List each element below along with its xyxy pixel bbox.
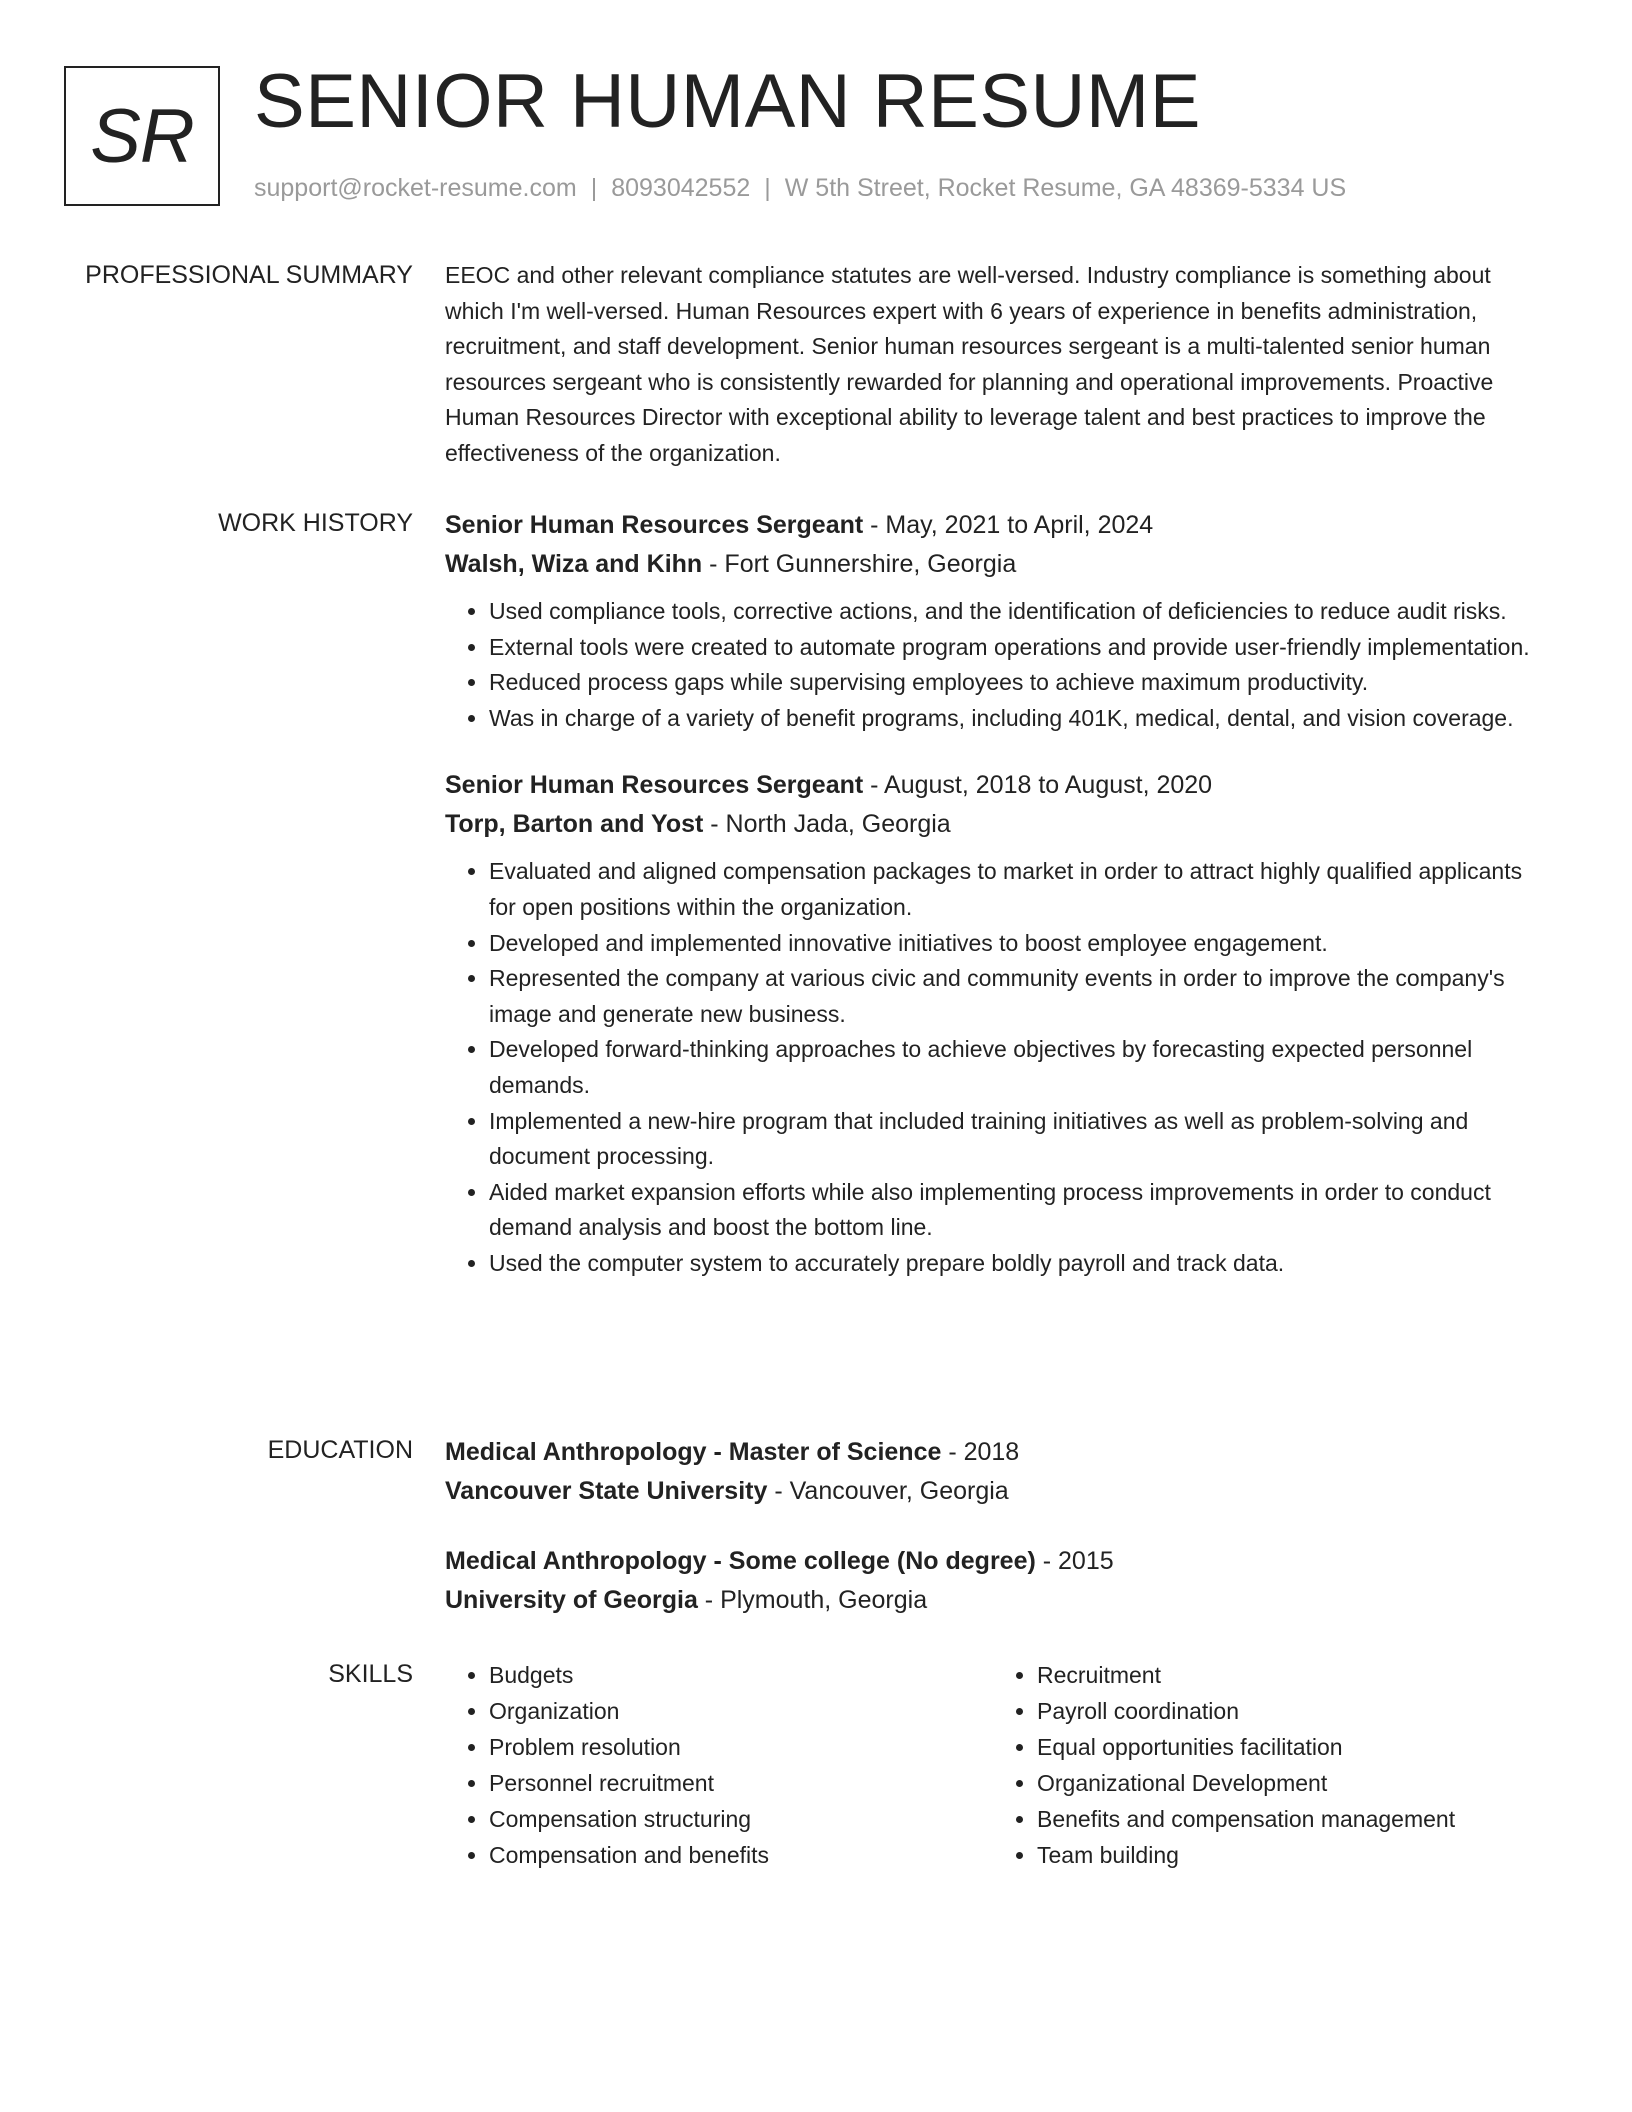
job-dates: - May, 2021 to April, 2024 [863,511,1154,539]
job-role: Senior Human Resources Sergeant [445,511,864,539]
job-bullet: • Implemented a new-hire program that included training initiatives as well as problem-solving and document processing. [489,1104,1555,1175]
job-bullet: • Developed forward-thinking approaches to achieve objectives by forecasting expected personnel demands. [489,1032,1555,1103]
education-entry [445,1542,1555,1620]
job-entry [445,766,1555,1281]
education-year: - 2015 [1035,1547,1114,1575]
skill-item: • Team building [1037,1837,1541,1873]
job-bullet: • External tools were created to automate program operations and provide user-friendly implementation. [489,630,1555,666]
job-title-line [445,766,1555,805]
summary-heading: PROFESSIONAL SUMMARY [85,261,413,289]
contact-line [254,174,1346,203]
job-bullet: • Used compliance tools, corrective actions, and the identification of deficiencies to reduce audit risks. [489,594,1555,630]
skills-column-right [993,1657,1541,1873]
job-dates: - August, 2018 to August, 2020 [863,771,1213,800]
job-bullet: • Was in charge of a variety of benefit programs, including 401K, medical, dental, and vision coverage. [489,701,1555,737]
education-year: - 2018 [941,1438,1020,1466]
job-company: Walsh, Wiza and Kihn [445,550,703,578]
skills-heading: SKILLS [328,1660,413,1688]
resume-name: SENIOR HUMAN RESUME [254,59,1201,144]
summary-text: EEOC and other relevant compliance statutes are well-versed. Industry compliance is something about which I'm well-versed. Human Resources expert with 6 years of experience in benefits administration, recruitment, and staff development. Senior human resources sergeant is a multi-talented senior human resources sergeant who is consistently rewarded for planning and operational improvements. Proactive Human Resources Director with exceptional ability to leverage talent and best practices to improve the effectiveness of the organization. [445,262,1494,466]
job-bullet: • Aided market expansion efforts while also implementing process improvements in order to conduct demand analysis and boost the bottom line. [489,1175,1555,1246]
skill-item: • Benefits and compensation management [1037,1801,1541,1837]
skill-item: • Recruitment [1037,1657,1541,1693]
monogram-initials: SR [90,93,194,179]
job-role: Senior Human Resources Sergeant [445,771,864,800]
education-degree: Medical Anthropology - Some college (No degree) [445,1547,1036,1575]
skill-item: • Organization [489,1693,993,1729]
work-history-heading: WORK HISTORY [218,509,413,537]
contact-separator: | [764,174,771,202]
education-school: Vancouver State University [445,1477,768,1505]
education-location: - Plymouth, Georgia [697,1586,928,1614]
skills-column-left [445,1657,993,1873]
job-title-line [445,506,1555,545]
contact-email: support@rocket-resume.com [254,174,577,202]
skill-item: • Compensation structuring [489,1801,993,1837]
job-company-line [445,545,1555,584]
contact-address: W 5th Street, Rocket Resume, GA 48369-5334 US [784,174,1347,202]
skill-item: • Organizational Development [1037,1765,1541,1801]
education-entry [445,1433,1555,1511]
skill-item: • Budgets [489,1657,993,1693]
job-bullets [445,854,1555,1281]
job-location: - North Jada, Georgia [703,810,951,839]
education-degree: Medical Anthropology - Master of Science [445,1438,942,1466]
education-degree-line [445,1433,1555,1472]
job-entry [445,506,1555,736]
education-location: - Vancouver, Georgia [767,1477,1009,1505]
education-school-line [445,1472,1555,1511]
contact-phone: 8093042552 [611,174,751,202]
skill-item: • Compensation and benefits [489,1837,993,1873]
skill-item: • Equal opportunities facilitation [1037,1729,1541,1765]
education-school: University of Georgia [445,1586,698,1614]
monogram-box [64,66,220,206]
skill-item: • Payroll coordination [1037,1693,1541,1729]
contact-separator: | [590,174,598,202]
education-school-line [445,1581,1555,1620]
education-heading: EDUCATION [267,1436,413,1464]
skills-columns [445,1657,1555,1873]
job-bullet: • Developed and implemented innovative initiatives to boost employee engagement. [489,926,1555,962]
job-location: - Fort Gunnershire, Georgia [702,550,1017,578]
job-bullet: • Represented the company at various civic and community events in order to improve the company's image and generate new business. [489,961,1555,1032]
job-company: Torp, Barton and Yost [445,810,704,839]
education-degree-line [445,1542,1555,1581]
skill-item: • Problem resolution [489,1729,993,1765]
skill-item: • Personnel recruitment [489,1765,993,1801]
job-bullets [445,594,1555,736]
job-bullet: • Reduced process gaps while supervising employees to achieve maximum productivity. [489,665,1555,701]
job-bullet: • Used the computer system to accurately prepare boldly payroll and track data. [489,1246,1555,1282]
job-bullet: • Evaluated and aligned compensation packages to market in order to attract highly qualified applicants for open positions within the organization. [489,854,1555,925]
job-company-line [445,805,1555,844]
